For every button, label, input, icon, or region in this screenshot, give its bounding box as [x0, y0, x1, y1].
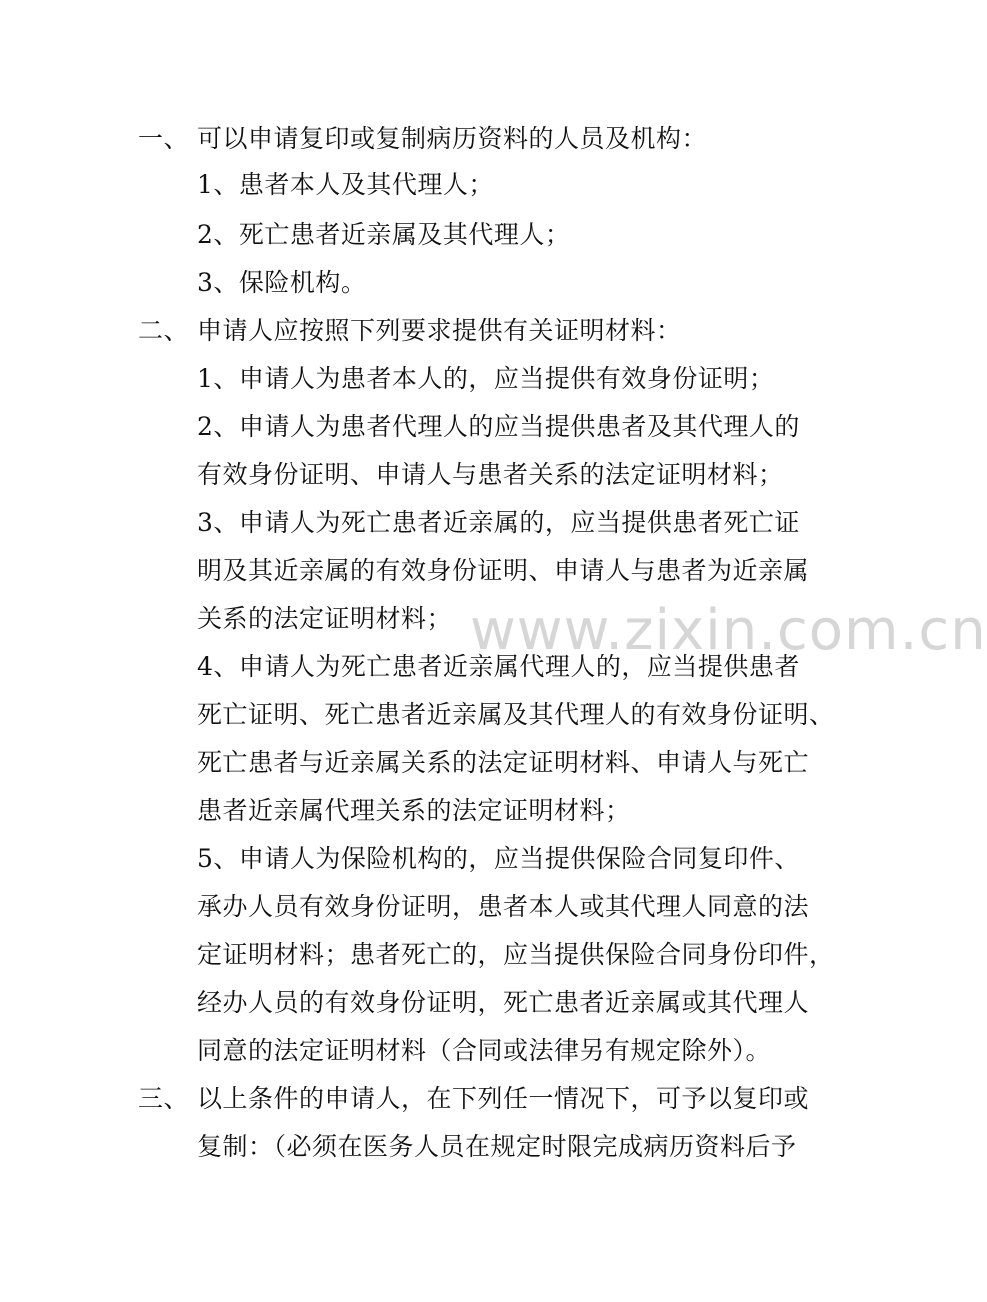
section-2-item-5-line-5: 同意的法定证明材料（合同或法律另有规定除外）。: [197, 1036, 772, 1065]
section-3-marker: 三、: [138, 1084, 190, 1113]
section-2-item-2-line-1: 2、申请人为患者代理人的应当提供患者及其代理人的: [197, 412, 800, 441]
section-1-item-2: 2、死亡患者近亲属及其代理人；: [197, 220, 571, 249]
section-2-item-4-line-2: 死亡证明、死亡患者近亲属及其代理人的有效身份证明、: [197, 700, 835, 729]
section-2-item-3-line-1: 3、申请人为死亡患者近亲属的，应当提供患者死亡证: [197, 508, 800, 537]
section-2-item-4-line-1: 4、申请人为死亡患者近亲属代理人的，应当提供患者: [197, 652, 800, 681]
section-2-item-4-line-4: 患者近亲属代理关系的法定证明材料；: [197, 796, 631, 825]
section-2-item-3-line-2: 明及其近亲属的有效身份证明、申请人与患者为近亲属: [197, 556, 810, 585]
section-2-item-4-line-3: 死亡患者与近亲属关系的法定证明材料、申请人与死亡: [197, 748, 810, 777]
watermark: www.zixin.com.cn: [470, 598, 987, 663]
section-2-heading: 申请人应按照下列要求提供有关证明材料：: [197, 316, 682, 345]
section-2-item-3-line-3: 关系的法定证明材料；: [197, 604, 453, 633]
section-1-marker: 一、: [138, 124, 190, 153]
section-1-item-3: 3、保险机构。: [197, 268, 367, 297]
section-2-item-2-line-2: 有效身份证明、申请人与患者关系的法定证明材料；: [197, 460, 784, 489]
section-3-heading-line-2: 复制：（必须在医务人员在规定时限完成病历资料后予: [197, 1132, 797, 1161]
section-1-heading: 可以申请复印或复制病历资料的人员及机构：: [197, 124, 708, 153]
section-2-item-1: 1、申请人为患者本人的，应当提供有效身份证明；: [197, 364, 775, 393]
section-3-heading-line-1: 以上条件的申请人，在下列任一情况下，可予以复印或: [197, 1084, 810, 1113]
section-2-marker: 二、: [138, 316, 190, 345]
section-2-item-5-line-4: 经办人员的有效身份证明，死亡患者近亲属或其代理人: [197, 988, 810, 1017]
section-1-item-1: 1、患者本人及其代理人；: [197, 170, 494, 199]
section-2-item-5-line-2: 承办人员有效身份证明，患者本人或其代理人同意的法: [197, 892, 810, 921]
section-2-item-5-line-1: 5、申请人为保险机构的，应当提供保险合同复印件、: [197, 844, 800, 873]
section-2-item-5-line-3: 定证明材料；患者死亡的，应当提供保险合同身份印件，: [197, 940, 835, 969]
